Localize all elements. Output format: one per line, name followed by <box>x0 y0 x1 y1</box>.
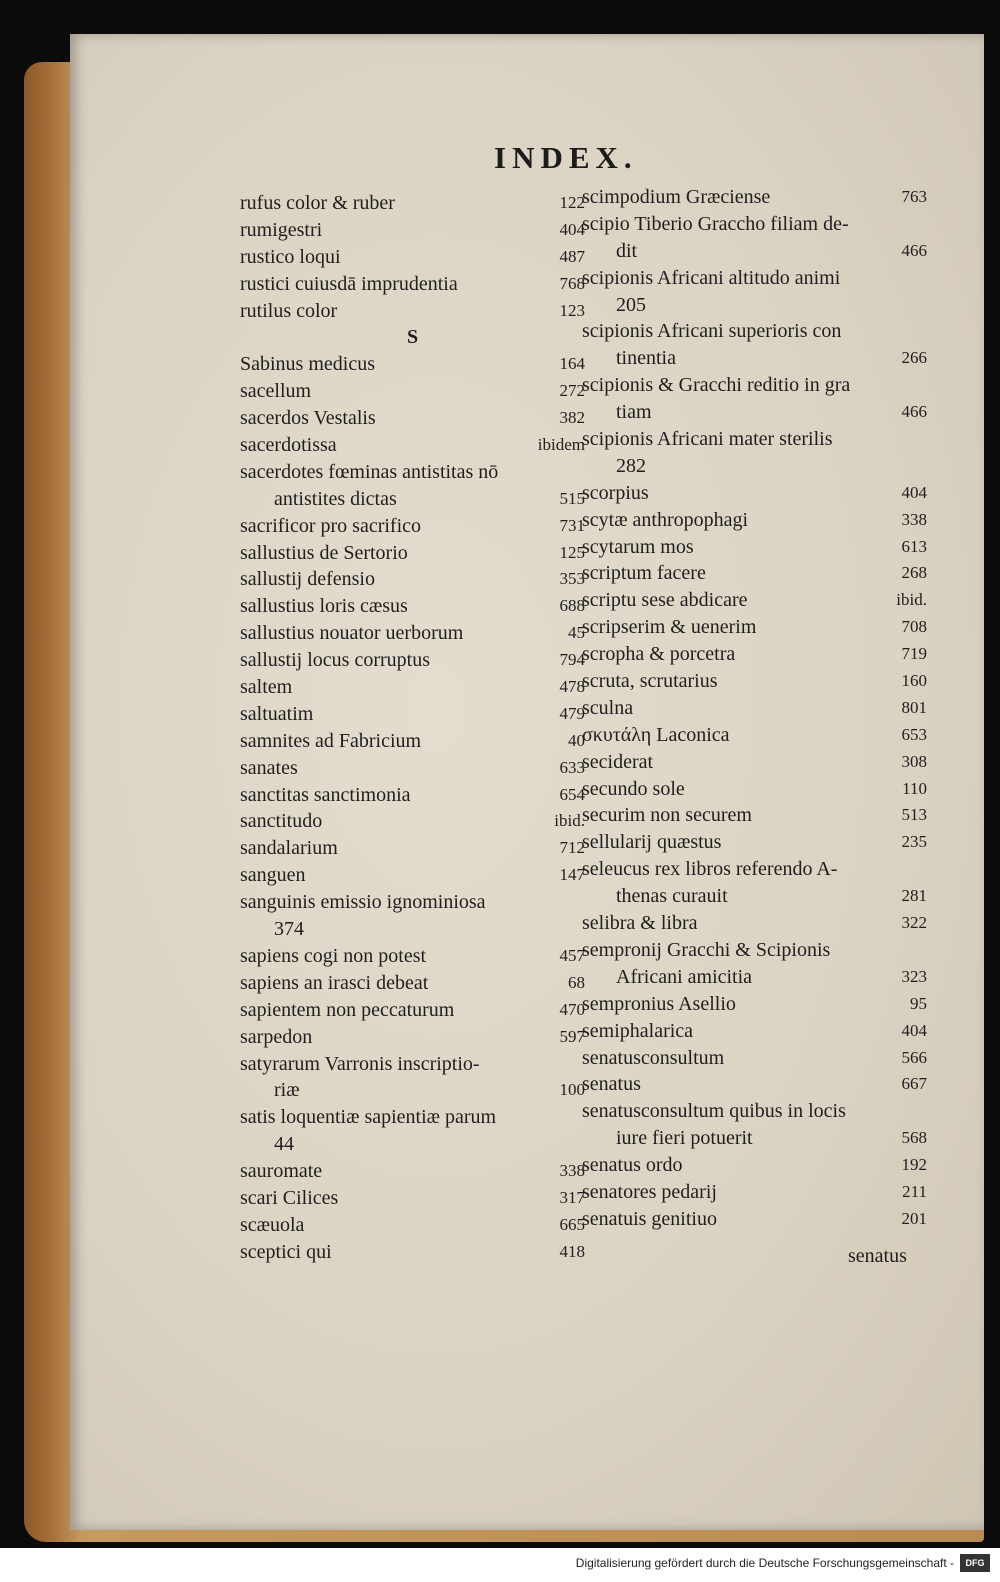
index-entry <box>240 1158 585 1185</box>
index-term: senatuis genitiuo <box>582 1207 717 1230</box>
index-entry <box>582 399 927 426</box>
index-entry <box>240 782 585 809</box>
index-term: sanctitudo <box>240 810 323 833</box>
index-entry <box>582 749 927 776</box>
index-page-ref: 794 <box>559 650 585 670</box>
index-page-ref: 719 <box>901 644 927 664</box>
index-entry <box>240 324 585 351</box>
footer-bar <box>0 1548 1000 1582</box>
index-entry <box>582 1045 927 1072</box>
index-entry <box>240 808 585 835</box>
index-page-ref: 653 <box>901 724 927 744</box>
index-entry <box>240 647 585 674</box>
index-term: sempronij Gracchi & Scipionis <box>582 938 831 961</box>
index-term: sanates <box>240 756 298 779</box>
index-entry <box>582 238 927 265</box>
index-entry <box>582 587 927 614</box>
index-page-ref: ibid. <box>554 811 585 831</box>
index-entry <box>240 728 585 755</box>
index-entry <box>240 835 585 862</box>
index-entry <box>582 1206 927 1233</box>
index-entry <box>582 829 927 856</box>
index-entry <box>582 802 927 829</box>
index-page-ref: ibid. <box>896 590 927 610</box>
index-page-ref: 308 <box>901 751 927 771</box>
index-term: scruta, scrutarius <box>582 670 718 693</box>
index-entry <box>240 943 585 970</box>
index-term: sapientem non peccaturum <box>240 998 455 1021</box>
index-entry <box>582 265 927 292</box>
index-entry <box>582 614 927 641</box>
index-entry <box>582 560 927 587</box>
index-page-ref: 211 <box>902 1181 927 1201</box>
index-page-ref: 478 <box>559 677 585 697</box>
index-term: scipionis Africani superioris con <box>582 320 842 343</box>
index-page-ref: 266 <box>901 348 927 368</box>
index-page-ref: 322 <box>901 913 927 933</box>
index-entry <box>240 862 585 889</box>
index-term: sandalarium <box>240 837 338 860</box>
index-term: sculna <box>582 696 634 719</box>
index-entry <box>240 566 585 593</box>
index-page-ref: 45 <box>568 623 585 643</box>
index-term: 374 <box>274 918 304 941</box>
index-entry <box>582 372 927 399</box>
index-entry <box>240 190 585 217</box>
index-page-ref: 404 <box>559 219 585 239</box>
index-page-ref: 470 <box>559 999 585 1019</box>
index-entry <box>240 1239 585 1266</box>
index-entry <box>240 459 585 486</box>
index-term: 44 <box>274 1133 294 1156</box>
index-page-ref: 654 <box>559 784 585 804</box>
index-page-ref: 353 <box>559 569 585 589</box>
index-term: sallustius de Sertorio <box>240 541 408 564</box>
index-entry <box>582 318 927 345</box>
index-term: sallustij defensio <box>240 568 375 591</box>
index-page-ref: 688 <box>559 596 585 616</box>
index-term: samnites ad Fabricium <box>240 729 422 752</box>
index-term: thenas curauit <box>616 885 728 908</box>
index-term: sellularij quæstus <box>582 831 722 854</box>
index-page-ref: 457 <box>559 945 585 965</box>
index-term: rustici cuiusdā imprudentia <box>240 272 458 295</box>
dfg-logo: DFG <box>960 1554 990 1572</box>
index-entry <box>240 1131 585 1158</box>
index-term: rutilus color <box>240 299 338 322</box>
index-page-ref: 100 <box>559 1080 585 1100</box>
index-entry <box>240 1077 585 1104</box>
index-term: satyrarum Varronis inscriptio- <box>240 1052 480 1075</box>
index-term: sallustius loris cæsus <box>240 595 408 618</box>
index-term: saltuatim <box>240 702 314 725</box>
catchword: senatus <box>848 1245 907 1267</box>
index-entry <box>240 217 585 244</box>
index-term: scriptu sese abdicare <box>582 589 748 612</box>
index-term: sacerdos Vestalis <box>240 407 376 430</box>
index-term: satis loquentiæ sapientiæ parum <box>240 1106 497 1129</box>
index-page-ref: 338 <box>901 509 927 529</box>
index-entry <box>240 970 585 997</box>
index-term: scriptum facere <box>582 562 706 585</box>
index-entry <box>582 292 927 319</box>
index-page-ref: 665 <box>559 1214 585 1234</box>
index-entry <box>240 755 585 782</box>
index-page-ref: 613 <box>901 536 927 556</box>
index-entry <box>240 620 585 647</box>
index-term: 205 <box>616 293 646 316</box>
index-term: σκυτάλη Laconica <box>582 723 730 746</box>
index-entry <box>240 378 585 405</box>
index-page-ref: 317 <box>559 1187 585 1207</box>
index-entry <box>582 722 927 749</box>
index-page-ref: 235 <box>901 832 927 852</box>
index-entry <box>240 1051 585 1078</box>
index-page-ref: 68 <box>568 972 585 992</box>
index-page-ref: 272 <box>559 381 585 401</box>
index-term: scipionis & Gracchi reditio in gra <box>582 374 851 397</box>
index-page-ref: 323 <box>901 966 927 986</box>
index-entry <box>582 776 927 803</box>
index-page-ref: 667 <box>901 1074 927 1094</box>
index-term: sauromate <box>240 1160 323 1183</box>
index-page-ref: 633 <box>559 757 585 777</box>
index-entry <box>582 856 927 883</box>
index-entry <box>240 405 585 432</box>
index-page-ref: ibidem <box>537 435 585 455</box>
index-page-ref: 123 <box>559 300 585 320</box>
index-page-ref: 110 <box>902 778 927 798</box>
index-entry <box>582 480 927 507</box>
index-entry <box>582 668 927 695</box>
index-term: riæ <box>274 1079 300 1102</box>
index-term: Sabinus medicus <box>240 353 375 376</box>
index-term: scorpius <box>582 481 649 504</box>
index-entry <box>582 1125 927 1152</box>
index-page-ref: 382 <box>559 408 585 428</box>
index-entry <box>240 1024 585 1051</box>
index-term: sallustius nouator uerborum <box>240 622 464 645</box>
index-entry <box>240 997 585 1024</box>
index-entry <box>240 540 585 567</box>
index-term: S <box>406 326 419 349</box>
index-term: iure fieri potuerit <box>616 1127 753 1150</box>
index-entry <box>582 534 927 561</box>
index-entry <box>582 211 927 238</box>
index-term: scari Cilices <box>240 1186 339 1209</box>
index-page-ref: 479 <box>559 703 585 723</box>
index-term: antistites dictas <box>274 487 397 510</box>
index-entry <box>240 486 585 513</box>
index-page-ref: 404 <box>901 482 927 502</box>
index-term: saltem <box>240 676 293 699</box>
index-page-ref: 712 <box>559 838 585 858</box>
index-term: securim non securem <box>582 804 752 827</box>
index-entry <box>582 695 927 722</box>
index-term: selibra & libra <box>582 912 698 935</box>
index-entry <box>582 453 927 480</box>
index-term: dit <box>616 239 638 262</box>
index-page-ref: 418 <box>559 1241 585 1261</box>
index-page-ref: 338 <box>559 1161 585 1181</box>
index-term: scipionis Africani altitudo animi <box>582 266 841 289</box>
index-entry <box>240 593 585 620</box>
index-term: sanguinis emissio ignominiosa <box>240 891 486 914</box>
index-page-ref: 404 <box>901 1020 927 1040</box>
index-entry <box>240 1185 585 1212</box>
index-term: sallustij locus corruptus <box>240 649 430 672</box>
index-page-ref: 566 <box>901 1047 927 1067</box>
index-page-ref: 515 <box>559 488 585 508</box>
index-page-ref: 281 <box>901 886 927 906</box>
index-page-ref: 768 <box>559 273 585 293</box>
index-entry <box>240 432 585 459</box>
index-entry <box>240 674 585 701</box>
index-term: scimpodium Græciense <box>582 186 771 208</box>
index-term: sapiens cogi non potest <box>240 944 427 967</box>
index-entry <box>582 641 927 668</box>
index-term: senatus <box>582 1073 641 1096</box>
index-entry <box>240 244 585 271</box>
index-entry <box>240 1212 585 1239</box>
index-entry <box>240 513 585 540</box>
index-page-ref: 708 <box>901 617 927 637</box>
index-term: senatusconsultum quibus in locis <box>582 1100 846 1123</box>
index-term: rustico loqui <box>240 245 341 268</box>
index-page-ref: 160 <box>901 671 927 691</box>
index-term: rumigestri <box>240 218 323 241</box>
index-entry <box>582 507 927 534</box>
index-term: scytarum mos <box>582 535 694 558</box>
index-term: sacellum <box>240 380 312 403</box>
index-term: tinentia <box>616 347 676 370</box>
index-term: scipionis Africani mater sterilis <box>582 428 833 451</box>
index-term: scripserim & uenerim <box>582 616 757 639</box>
index-term: senatores pedarij <box>582 1180 717 1203</box>
footer-credit: Digitalisierung gefördert durch die Deutsche Forschungsgemeinschaft - <box>575 1556 954 1570</box>
index-entry <box>582 1152 927 1179</box>
index-term: sanguen <box>240 864 306 887</box>
index-entry <box>582 1098 927 1125</box>
index-entry <box>240 1104 585 1131</box>
index-entry <box>582 345 927 372</box>
index-page-ref: 487 <box>559 246 585 266</box>
index-column-right <box>582 184 927 1233</box>
index-term: senatus ordo <box>582 1154 683 1177</box>
index-term: scytæ anthropophagi <box>582 508 749 531</box>
index-entry <box>240 351 585 378</box>
index-term: sempronius Asellio <box>582 992 736 1015</box>
index-page-ref: 466 <box>901 402 927 422</box>
index-page-ref: 513 <box>901 805 927 825</box>
index-entry <box>240 701 585 728</box>
index-term: tiam <box>616 401 652 424</box>
index-entry <box>582 184 927 211</box>
index-term: scipio Tiberio Graccho filiam de- <box>582 212 849 235</box>
index-term: seleucus rex libros referendo A- <box>582 858 838 881</box>
index-term: secundo sole <box>582 777 685 800</box>
index-page-ref: 597 <box>559 1026 585 1046</box>
index-page-ref: 268 <box>901 563 927 583</box>
index-page-ref: 164 <box>559 354 585 374</box>
index-page-ref: 147 <box>559 865 585 885</box>
index-term: sapiens an irasci debeat <box>240 971 429 994</box>
index-term: sacrificor pro sacrifico <box>240 514 422 537</box>
index-entry <box>582 937 927 964</box>
right-border <box>984 0 1000 1540</box>
index-term: scropha & porcetra <box>582 643 736 666</box>
index-page-ref: 568 <box>901 1128 927 1148</box>
index-entry <box>582 883 927 910</box>
index-page-ref: 201 <box>901 1208 927 1228</box>
index-page-ref: 95 <box>910 993 927 1013</box>
index-page-ref: 801 <box>901 697 927 717</box>
index-page-ref: 40 <box>568 730 585 750</box>
index-term: scæuola <box>240 1213 305 1236</box>
index-page-ref: 763 <box>901 187 927 206</box>
index-entry <box>582 1018 927 1045</box>
index-entry <box>582 1179 927 1206</box>
index-term: sceptici qui <box>240 1240 332 1263</box>
index-term: sacerdotes fœminas antistitas nō <box>240 460 499 483</box>
index-term: sarpedon <box>240 1025 313 1048</box>
index-term: semiphalarica <box>582 1019 694 1042</box>
index-page-ref: 125 <box>559 542 585 562</box>
index-term: Africani amicitia <box>616 965 753 988</box>
index-term: 282 <box>616 454 646 477</box>
index-term: sanctitas sanctimonia <box>240 783 411 806</box>
index-entry <box>582 1071 927 1098</box>
index-term: seciderat <box>582 750 654 773</box>
index-entry <box>240 271 585 298</box>
index-page-ref: 466 <box>901 240 927 260</box>
index-entry <box>582 426 927 453</box>
index-entry <box>240 298 585 325</box>
index-entry <box>582 991 927 1018</box>
index-page-ref: 122 <box>559 193 585 212</box>
index-page-ref: 731 <box>559 515 585 535</box>
index-term: senatusconsultum <box>582 1046 725 1069</box>
index-entry <box>582 964 927 991</box>
index-entry <box>240 889 585 916</box>
index-column-left <box>240 190 585 1266</box>
index-entry <box>582 910 927 937</box>
index-entry <box>240 916 585 943</box>
index-term: rufus color & ruber <box>240 192 395 214</box>
page-title: INDEX. <box>494 140 638 175</box>
index-page-ref: 192 <box>901 1155 927 1175</box>
index-term: sacerdotissa <box>240 434 337 457</box>
